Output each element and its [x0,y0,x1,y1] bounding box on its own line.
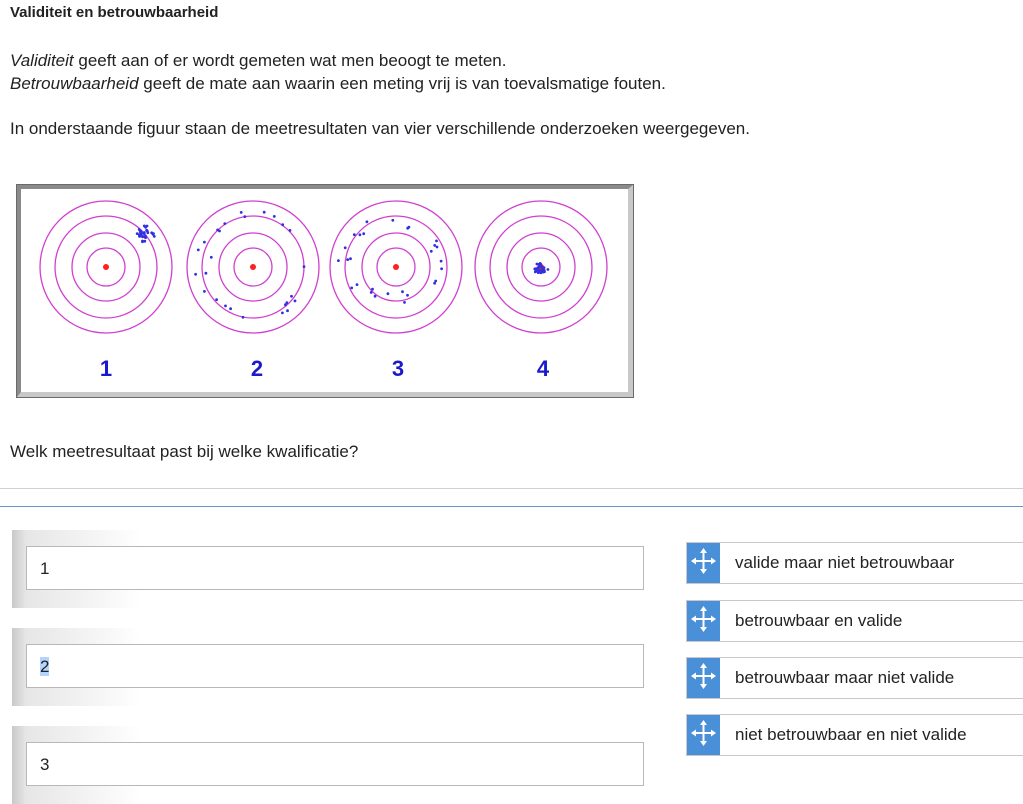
measurement-dot [240,211,243,214]
measurement-dot [243,215,246,218]
measurement-dot [146,230,149,233]
targets-svg [21,189,628,392]
measurement-dot [229,307,232,310]
measurement-dot [284,303,287,306]
move-icon[interactable] [687,658,720,698]
measurement-dot [436,246,439,249]
measurement-dot [294,300,297,303]
definition-betrouwbaarheid: geeft de mate aan waarin een meting vrij is van toevalsmatige fouten. [138,74,666,93]
drop-slot-value: 3 [40,755,50,774]
choice-label: niet betrouwbaar en niet valide [735,725,967,744]
measurement-dot [337,259,340,262]
measurement-dot [371,288,374,291]
measurement-dot [433,282,436,285]
measurement-dot [215,298,218,301]
measurement-dot [152,232,155,235]
divider [0,488,1023,489]
measurement-dot [539,263,542,266]
measurement-dot [223,222,226,225]
measurement-dot [536,263,539,266]
bullseye-dot [250,264,256,270]
definitions [10,49,666,95]
choice-niet-betrouwbaar-en-niet-valide[interactable] [686,714,1023,756]
measurement-dot [143,240,146,243]
measurement-dot [203,290,206,293]
measurement-dot [143,225,146,228]
measurement-dot [374,295,377,298]
measurement-dot [273,215,276,218]
choice-label: betrouwbaar en valide [735,611,903,630]
measurement-dot [242,316,245,319]
measurement-dot [349,257,352,260]
measurement-dot [350,287,353,290]
drop-target-2[interactable] [26,644,644,688]
drop-target-1[interactable] [26,546,644,590]
measurement-dot [140,230,143,233]
bullseye-dot [103,264,109,270]
choice-betrouwbaar-maar-niet-valide[interactable] [686,657,1023,699]
measurement-dot [290,295,293,298]
measurement-dot [547,268,550,271]
measurement-dot [142,235,145,238]
measurement-dot [406,294,409,297]
measurement-dot [153,235,156,238]
page-title: Validiteit en betrouwbaarheid [10,4,219,21]
targets-figure [17,185,633,397]
divider-accent [0,506,1023,507]
drop-slot-3 [12,726,646,804]
measurement-dot [534,271,537,274]
drop-slot-value: 1 [40,559,50,578]
measurement-dot [224,305,227,308]
measurement-dot [435,240,438,243]
measurement-dot [430,250,433,253]
measurement-dot [433,244,436,247]
measurement-dot [387,292,390,295]
measurement-dot [391,219,394,222]
measurement-dot [538,265,541,268]
drop-slot-value: 2 [40,657,50,676]
measurement-dot [143,231,146,234]
measurement-dot [366,220,369,223]
drop-slot-2 [12,628,646,706]
measurement-dot [289,229,292,232]
measurement-dot [281,312,284,315]
intro-text: In onderstaande figuur staan de meetresultaten van vier verschillende onderzoeken weergegeven. [10,119,750,138]
term-betrouwbaarheid: Betrouwbaarheid [10,74,139,93]
measurement-dot [194,273,197,276]
measurement-dot [362,232,365,235]
measurement-dot [344,246,347,249]
choice-betrouwbaar-en-valide[interactable] [686,600,1023,642]
measurement-dot [303,265,306,268]
measurement-dot [136,232,139,235]
measurement-dot [535,267,538,270]
measurement-dot [286,309,289,312]
measurement-dot [406,227,409,230]
measurement-dot [210,256,213,259]
measurement-dot [346,258,349,261]
question-text: Welk meetresultaat past bij welke kwalificatie? [10,442,359,461]
measurement-dot [205,272,208,275]
choice-label: valide maar niet betrouwbaar [735,553,955,572]
measurement-dot [281,223,284,226]
target-label-4: 4 [536,356,550,381]
drop-slot-1 [12,530,646,608]
measurement-dot [359,233,362,236]
bullseye-dot [393,264,399,270]
target-label-2: 2 [250,356,264,381]
measurement-dot [197,249,200,252]
move-icon[interactable] [687,601,720,641]
choice-valide-maar-niet-betrouwbaar[interactable] [686,542,1023,584]
measurement-dot [356,283,359,286]
measurement-dot [539,271,542,274]
target-label-3: 3 [391,356,405,381]
measurement-dot [263,211,266,214]
definition-validiteit: geeft aan of er wordt gemeten wat men beoogt te meten. [73,51,507,70]
move-icon[interactable] [687,715,720,755]
measurement-dot [353,233,356,236]
term-validiteit: Validiteit [10,51,74,70]
move-icon[interactable] [687,543,720,583]
target-label-1: 1 [99,356,113,381]
measurement-dot [543,266,546,269]
measurement-dot [403,301,406,304]
measurement-dot [370,291,373,294]
measurement-dot [401,290,404,293]
choice-label: betrouwbaar maar niet valide [735,668,955,687]
drop-target-3[interactable] [26,742,644,786]
measurement-dot [203,241,206,244]
measurement-dot [440,267,443,270]
measurement-dot [440,260,443,263]
measurement-dot [216,229,219,232]
